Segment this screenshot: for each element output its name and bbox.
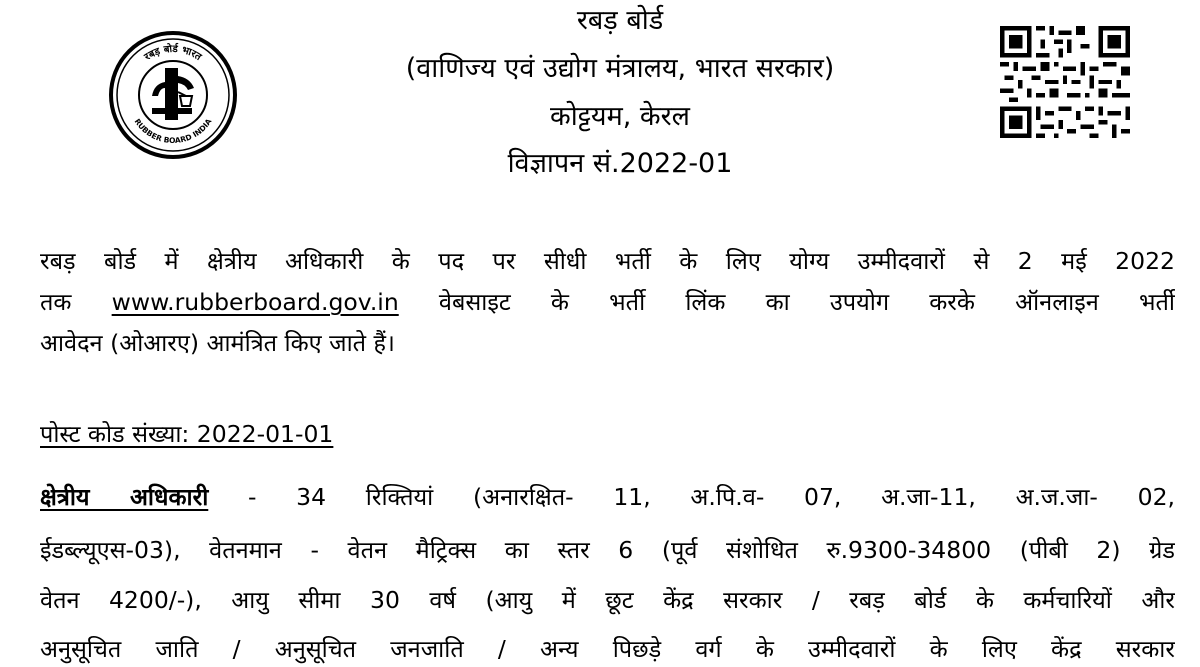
location-line: कोट्टयम, केरल [550, 101, 690, 132]
details-line-1 [40, 482, 1175, 512]
qr-code-icon [1000, 26, 1130, 138]
intro-line-1: रबड़ बोर्ड में क्षेत्रीय अधिकारी के पद पर सीधी भर्ती के लिए योग्य उम्मीदवारों से 2 मई 2022 [40, 247, 1175, 275]
intro-line-2-prefix: तक [40, 288, 72, 316]
details-line-2: ईडब्ल्यूएस-03), वेतनमान - वेतन मैट्रिक्स का स्तर 6 (पूर्व संशोधित रु.9300-34800 (पीबी 2) ग्रेड [40, 536, 1175, 564]
advertisement-number: विज्ञापन सं.2022-01 [507, 148, 733, 179]
website-link[interactable]: www.rubberboard.gov.in [111, 288, 399, 316]
intro-line-2-suffix: वेबसाइट के भर्ती लिंक का उपयोग करके ऑनलाइन भर्ती [438, 288, 1175, 316]
ministry-line: (वाणिज्य एवं उद्योग मंत्रालय, भारत सरकार) [405, 53, 835, 84]
org-title: रबड़ बोर्ड [576, 5, 664, 36]
rubber-board-logo [108, 30, 238, 160]
qr-code [1000, 26, 1130, 138]
rubber-board-seal-icon [108, 30, 238, 160]
svg-text:रबड़ बोर्ड भारत: रबड़ बोर्ड भारत [142, 43, 204, 64]
intro-line-3: आवेदन (ओआरए) आमंत्रित किए जाते हैं। [40, 329, 395, 357]
post-code-label: पोस्ट कोड संख्या: 2022-01-01 [40, 420, 334, 448]
details-line-4: अनुसूचित जाति / अनुसूचित जनजाति / अन्य पिछड़े वर्ग के उम्मीदवारों के लिए केंद्र सरकार [40, 635, 1175, 663]
details-line-3: वेतन 4200/-), आयु सीमा 30 वर्ष (आयु में छूट केंद्र सरकार / रबड़ बोर्ड के कर्मचारियों और [40, 586, 1175, 614]
intro-line-2 [40, 287, 1175, 317]
post-title: क्षेत्रीय अधिकारी [40, 483, 209, 511]
details-line-1-rest: - 34 रिक्तियां (अनारक्षित- 11, अ.पि.व- 07, अ.जा-11, अ.ज.जा- 02, [247, 483, 1175, 511]
svg-text:RUBBER BOARD INDIA: RUBBER BOARD INDIA [132, 117, 214, 146]
